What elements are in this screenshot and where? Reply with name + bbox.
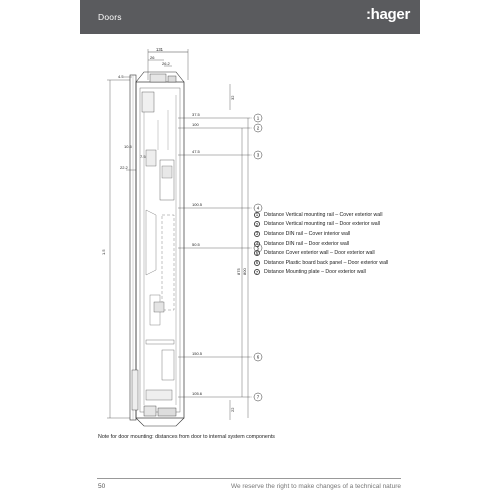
dim-right-bottom: 22 [230, 407, 235, 412]
marker-1-label: 1 [256, 115, 260, 121]
dim-overall-800: 800 [242, 268, 247, 275]
marker-5-label: 5 [256, 245, 260, 251]
distance-label-4: 100.5 [192, 202, 203, 207]
footer-divider [97, 478, 401, 479]
distance-legend [254, 210, 424, 277]
dim-left-7-5: 7.5 [140, 154, 146, 159]
legend-marker: 2 [255, 221, 259, 227]
legend-text: Distance DIN rail – Cover interior wall [264, 230, 351, 237]
dim-left-10-5: 10.5 [124, 144, 132, 149]
section-title: Doors [98, 12, 122, 22]
footer-disclaimer: We reserve the right to make changes of a technical nature [230, 483, 401, 490]
marker-4-label: 4 [256, 205, 260, 211]
door-mounting-note: Note for door mounting: distances from door to internal system components [98, 434, 275, 440]
legend-text: Distance Vertical mounting rail – Door exterior wall [264, 221, 380, 228]
legend-marker: 6 [255, 260, 259, 266]
hager-logo: :hager [365, 6, 410, 23]
legend-item [254, 245, 424, 258]
marker-6-label: 6 [256, 354, 260, 360]
legend-item [254, 258, 424, 268]
distance-label-7: 105.6 [192, 391, 203, 396]
legend-text: Distance Vertical mounting rail – Cover exterior wall [264, 211, 383, 218]
dim-top-26-2: 26.2 [162, 61, 170, 66]
legend-marker: 5 [255, 250, 259, 256]
marker-7 [254, 393, 262, 401]
legend-marker: 4 [255, 241, 259, 247]
marker-2 [254, 124, 262, 132]
legend-marker: 1 [255, 212, 259, 218]
legend-text: Distance Plastic board back panel – Door exterior wall [264, 259, 389, 266]
legend-item [254, 268, 424, 278]
distance-label-2: 100 [192, 122, 199, 127]
page-number: 50 [98, 483, 106, 490]
legend-text: Distance Cover exterior wall – Door exterior wall [264, 250, 375, 257]
dim-top-131: 131 [156, 47, 163, 52]
dim-top-26: 26 [150, 55, 155, 60]
dim-overall-875: 875 [236, 268, 241, 275]
marker-2-label: 2 [256, 125, 260, 131]
dim-right-top: 32 [230, 95, 235, 100]
distance-label-1: 37.5 [192, 112, 200, 117]
dim-left-22-2: 22.2 [120, 165, 128, 170]
legend-item [254, 220, 424, 230]
marker-3-label: 3 [256, 152, 260, 158]
distance-label-3: 47.5 [192, 149, 200, 154]
dim-height: 1.5 [101, 249, 106, 255]
marker-7-label: 7 [256, 394, 260, 400]
distance-label-5: 50.5 [192, 242, 200, 247]
legend-marker: 7 [255, 269, 259, 275]
dim-left-4-5: 4.5 [118, 74, 124, 79]
marker-1 [254, 114, 262, 122]
distance-label-6: 150.5 [192, 351, 203, 356]
legend-marker: 3 [255, 231, 259, 237]
legend-text: Distance DIN rail – Door exterior wall [264, 240, 350, 247]
marker-6 [254, 353, 262, 361]
marker-3 [254, 151, 262, 159]
legend-item [254, 239, 424, 249]
page-header [80, 0, 420, 34]
legend-item [254, 210, 424, 220]
legend-item [254, 229, 424, 239]
legend-text: Distance Mounting plate – Door exterior wall [264, 269, 366, 276]
